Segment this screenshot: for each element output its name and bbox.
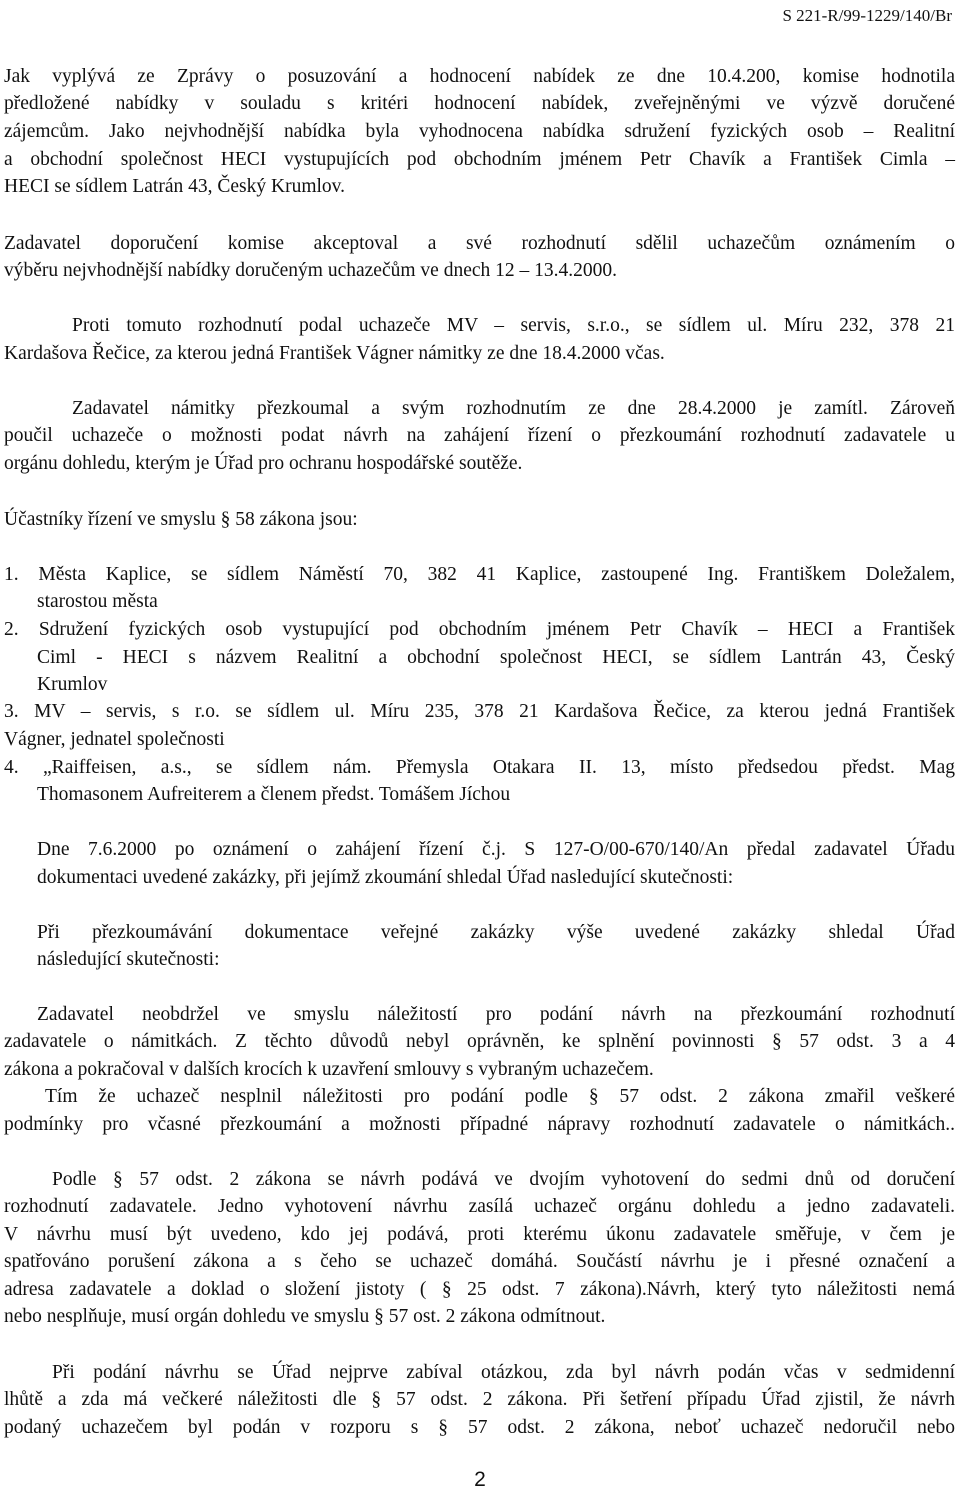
text-line: a obchodní společnost HECI vystupujících pod obchodním jménem Petr Chavík a František Cimla –: [4, 149, 955, 170]
section-heading: Účastníky řízení ve smyslu § 58 zákona jsou:: [4, 509, 358, 530]
text-line: Kardašova Řečice, za kterou jedná František Vágner námitky ze dne 18.4.2000 včas.: [4, 343, 665, 364]
list-item: 2. Sdružení fyzických osob vystupující pod obchodním jménem Petr Chavík – HECI a František: [4, 619, 955, 640]
document-reference: S 221-R/99-1229/140/Br: [782, 6, 952, 25]
text-line: poučil uchazeče o možnosti podat návrh na zahájení řízení o přezkoumání rozhodnutí zadavatele u: [4, 425, 955, 446]
text-line: předložené nabídky v souladu s kritéri hodnocení nabídek, zveřejněnými ve výzvě doručené: [4, 93, 955, 114]
text-line: Při přezkoumávání dokumentace veřejné zakázky výše uvedené zakázky shledal Úřad: [37, 922, 955, 943]
text-line: podaný uchazečem byl podán v rozporu s § 57 odst. 2 zákona, neboť uchazeč nedoručil nebo: [4, 1417, 955, 1438]
text-line: rozhodnutí zadavatele. Jedno vyhotovení návrhu zasílá uchazeč orgánu dohledu a jedno zadavateli.: [4, 1196, 955, 1217]
list-item: 3. MV – servis, s r.o. se sídlem ul. Míru 235, 378 21 Kardašova Řečice, za kterou jedná František: [4, 701, 955, 722]
list-item-continuation: Thomasonem Aufreiterem a členem předst. Tomášem Jíchou: [37, 784, 511, 805]
text-line: HECI se sídlem Latrán 43, Český Krumlov.: [4, 176, 346, 197]
text-line: orgánu dohledu, kterým je Úřad pro ochranu hospodářské soutěže.: [4, 453, 523, 474]
text-line: zákona a pokračoval v dalších krocích k uzavření smlouvy s vybraným uchazečem.: [4, 1059, 654, 1080]
list-item-continuation: starostou města: [37, 591, 158, 612]
text-line: Při podání návrhu se Úřad nejprve zabíval otázkou, zda byl návrh podán včas v sedmidenní: [52, 1362, 955, 1383]
text-line: Dne 7.6.2000 po oznámení o zahájení řízení č.j. S 127-O/00-670/140/An předal zadavatel Úřadu: [37, 839, 955, 860]
text-line: zájemcům. Jako nejvhodnější nabídka byla vyhodnocena nabídka sdružení fyzických osob – Realitní: [4, 121, 955, 142]
text-line: Zadavatel neobdržel ve smyslu náležitostí pro podání návrh na přezkoumání rozhodnutí: [37, 1004, 955, 1025]
list-item-continuation: Vágner, jednatel společnosti: [4, 729, 225, 750]
list-item-continuation: Krumlov: [37, 674, 108, 695]
text-line: následující skutečnosti:: [37, 949, 220, 970]
text-line: Zadavatel námitky přezkoumal a svým rozhodnutím ze dne 28.4.2000 je zamítl. Zároveň: [72, 398, 955, 419]
list-item: 1. Města Kaplice, se sídlem Náměstí 70, 382 41 Kaplice, zastoupené Ing. Františkem Doležalem,: [4, 564, 955, 585]
text-line: Podle § 57 odst. 2 zákona se návrh podává ve dvojím vyhotovení do sedmi dnů od doručení: [52, 1169, 955, 1190]
text-line: dokumentaci uvedené zakázky, při jejímž zkoumání shledal Úřad nasledující skutečnosti:: [37, 867, 734, 888]
text-line: adresa zadavatele a doklad o složení jistoty ( § 25 odst. 7 zákona).Návrh, který tyto náležitosti nemá: [4, 1279, 955, 1300]
text-line: Tím že uchazeč nesplnil náležitosti pro podání podle § 57 odst. 2 zákona zmařil veškeré: [45, 1086, 955, 1107]
text-line: spatřováno porušení zákona a s čeho se uchazeč domáhá. Součástí návrhu je i přesné označení a: [4, 1251, 955, 1272]
text-line: podmínky pro včasné přezkoumání a možnosti případné nápravy rozhodnutí zadavatele o námitkách..: [4, 1114, 955, 1135]
text-line: Jak vyplývá ze Zprávy o posuzování a hodnocení nabídek ze dne 10.4.200, komise hodnotila: [4, 66, 955, 87]
page-number: 2: [474, 1468, 486, 1491]
text-line: V návrhu musí být uvedeno, kdo jej podává, proti kterému úkonu zadavatele směřuje, v čem je: [4, 1224, 955, 1245]
text-line: Proti tomuto rozhodnutí podal uchazeče MV – servis, s.r.o., se sídlem ul. Míru 232, 378 21: [72, 315, 955, 336]
text-line: výběru nejvhodnější nabídky doručeným uchazečům ve dnech 12 – 13.4.2000.: [4, 260, 618, 281]
list-item-continuation: Ciml - HECI s názvem Realitní a obchodní společnost HECI, se sídlem Lantrán 43, Český: [37, 647, 955, 668]
text-line: nebo nesplňuje, musí orgán dohledu ve smyslu § 57 ost. 2 zákona odmítnout.: [4, 1306, 606, 1327]
list-item: 4. „Raiffeisen, a.s., se sídlem nám. Přemysla Otakara II. 13, místo předsedou předst. Mag: [4, 757, 955, 778]
text-line: Zadavatel doporučení komise akceptoval a své rozhodnutí sdělil uchazečům oznámením o: [4, 233, 955, 254]
text-line: lhůtě a zda má večkeré náležitosti dle § 57 odst. 2 zákona. Při šetření případu Úřad zjistil, že návrh: [4, 1389, 955, 1410]
text-line: zadavatele o námitkách. Z těchto důvodů nebyl oprávněn, ke splnění povinnosti § 57 odst. 3 a 4: [4, 1031, 955, 1052]
